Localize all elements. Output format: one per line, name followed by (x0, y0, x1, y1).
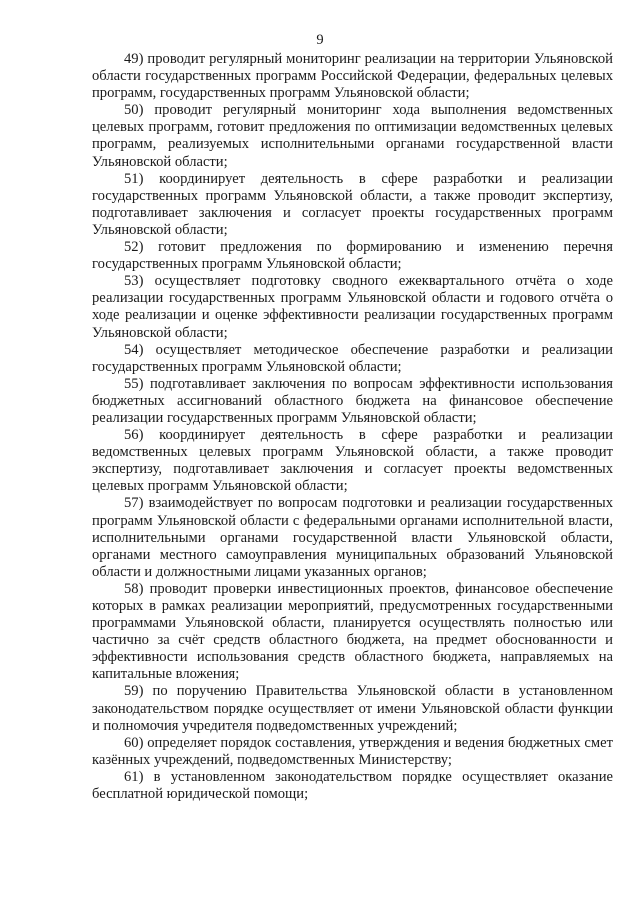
paragraph-53: 53) осуществляет подготовку сводного ежеквартального отчёта о ходе реализации государственных программ Ульяновской области и годового отчёта о ходе реализации и оценке эффективности реализации государственных программ Ульяновской области; (92, 273, 613, 341)
paragraph-56: 56) координирует деятельность в сфере разработки и реализации ведомственных целевых программ Ульяновской области, а также проводит экспертизу, подготавливает заключения и согласует проекты ведомственных целевых программ Ульяновской области; (92, 427, 613, 495)
paragraph-55: 55) подготавливает заключения по вопросам эффективности использования бюджетных ассигнований областного бюджета на финансовое обеспечение реализации государственных программ Ульяновской области; (92, 375, 613, 426)
page-number: 9 (316, 32, 324, 48)
paragraph-61: 61) в установленном законодательством порядке осуществляет оказание бесплатной юридической помощи; (92, 768, 613, 803)
paragraph-52: 52) готовит предложения по формированию и изменению перечня государственных программ Ульяновской области; (92, 239, 613, 273)
paragraph-59: 59) по поручению Правительства Ульяновской области в установленном законодательством порядке осуществляет от имени Ульяновской области функции и полномочия учредителя подведомственных учреждений; (92, 683, 613, 734)
paragraph-49: 49) проводит регулярный мониторинг реализации на территории Ульяновской области государственных программ Российской Федерации, федеральных целевых программ, государственных программ Ульяновской области; (92, 51, 613, 102)
paragraph-57: 57) взаимодействует по вопросам подготовки и реализации государственных программ Ульяновской области с федеральными органами исполнительной власти, исполнительными органами государственной власти Ульяновской области, органами местного самоуправления муниципальных образований Ульяновской области и должностными лицами указанных органов; (92, 495, 613, 580)
paragraph-51: 51) координирует деятельность в сфере разработки и реализации государственных программ Ульяновской области, а также проводит экспертизу, подготавливает заключения и согласует проекты государственных программ Ульяновской области; (92, 170, 613, 238)
document-body (92, 51, 613, 803)
paragraph-58: 58) проводит проверки инвестиционных проектов, финансовое обеспечение которых в рамках реализации мероприятий, предусмотренных государственными программами Ульяновской области, планируется осуществлять полностью или частично за счёт средств областного бюджета, на предмет обоснованности и эффективности использования средств областного бюджета, направляемых на капитальные вложения; (92, 580, 613, 683)
paragraph-54: 54) осуществляет методическое обеспечение разработки и реализации государственных программ Ульяновской области; (92, 341, 613, 375)
paragraph-60: 60) определяет порядок составления, утверждения и ведения бюджетных смет казённых учреждений, подведомственных Министерству; (92, 734, 613, 768)
paragraph-50: 50) проводит регулярный мониторинг хода выполнения ведомственных целевых программ, готовит предложения по оптимизации ведомственных целевых программ, реализуемых исполнительными органами государственной власти Ульяновской области; (92, 102, 613, 170)
